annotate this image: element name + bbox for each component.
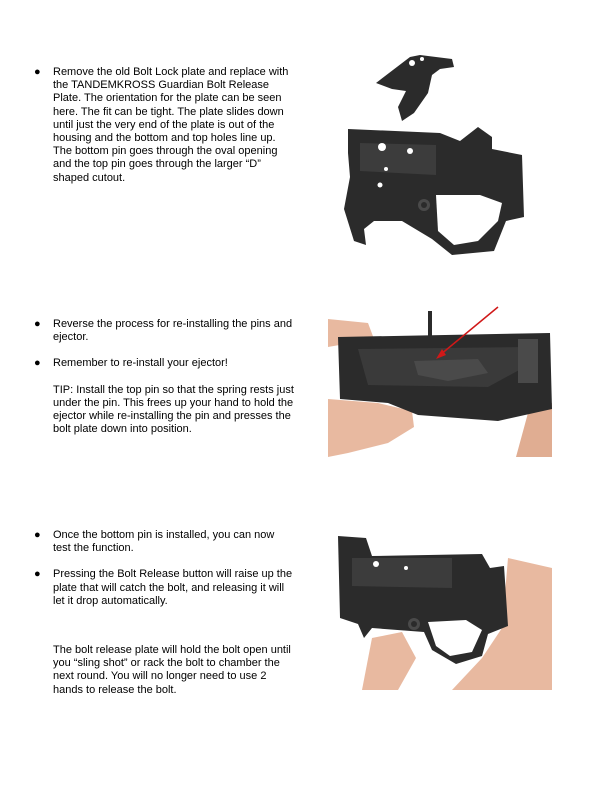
- bullet-item: [34, 357, 294, 370]
- section-1-text: [34, 66, 294, 185]
- instruction-text: Pressing the Bolt Release button will raise up the plate that will catch the bolt, and releasing it will let it drop automatically.: [53, 568, 293, 607]
- bullet-icon: ●: [34, 66, 41, 78]
- bullet-icon: ●: [34, 318, 41, 330]
- section-2-text: [34, 318, 294, 436]
- instruction-text: Reverse the process for re-installing the pins and ejector.: [53, 318, 293, 344]
- function-test-photo: [332, 528, 552, 690]
- pin-install-photo: [328, 303, 552, 457]
- tip-text: TIP: Install the top pin so that the spring rests just under the pin. This frees up your hand to hold the ejector while re-installing the pin and presses the bolt plate down into position.: [53, 383, 294, 436]
- note-text: The bolt release plate will hold the bolt open until you “sling shot” or rack the bolt to chamber the next round. You will no longer need to use 2 hands to release the bolt.: [53, 644, 291, 696]
- bullet-item: [34, 568, 294, 608]
- bullet-icon: ●: [34, 529, 41, 541]
- instruction-text: Remember to re-install your ejector!: [53, 357, 228, 370]
- bullet-icon: ●: [34, 357, 41, 370]
- instruction-text: Once the bottom pin is installed, you can now test the function.: [53, 529, 275, 555]
- instruction-text: Remove the old Bolt Lock plate and replace with the TANDEMKROSS Guardian Bolt Release Plate. The orientation for the plate can be seen here. The fit can be tight. The plate slides down until just the very end of the plate is out of the housing and the bottom and top holes line up. The bottom pin goes through the oval opening and the top pin goes through the larger “D” shaped cutout.: [53, 66, 289, 184]
- bullet-item: [34, 66, 294, 185]
- bullet-item: [34, 529, 294, 555]
- bullet-item: [34, 318, 294, 344]
- section-3-text: [34, 529, 294, 697]
- bolt-plate-housing-photo: [340, 45, 540, 257]
- bullet-icon: ●: [34, 568, 41, 581]
